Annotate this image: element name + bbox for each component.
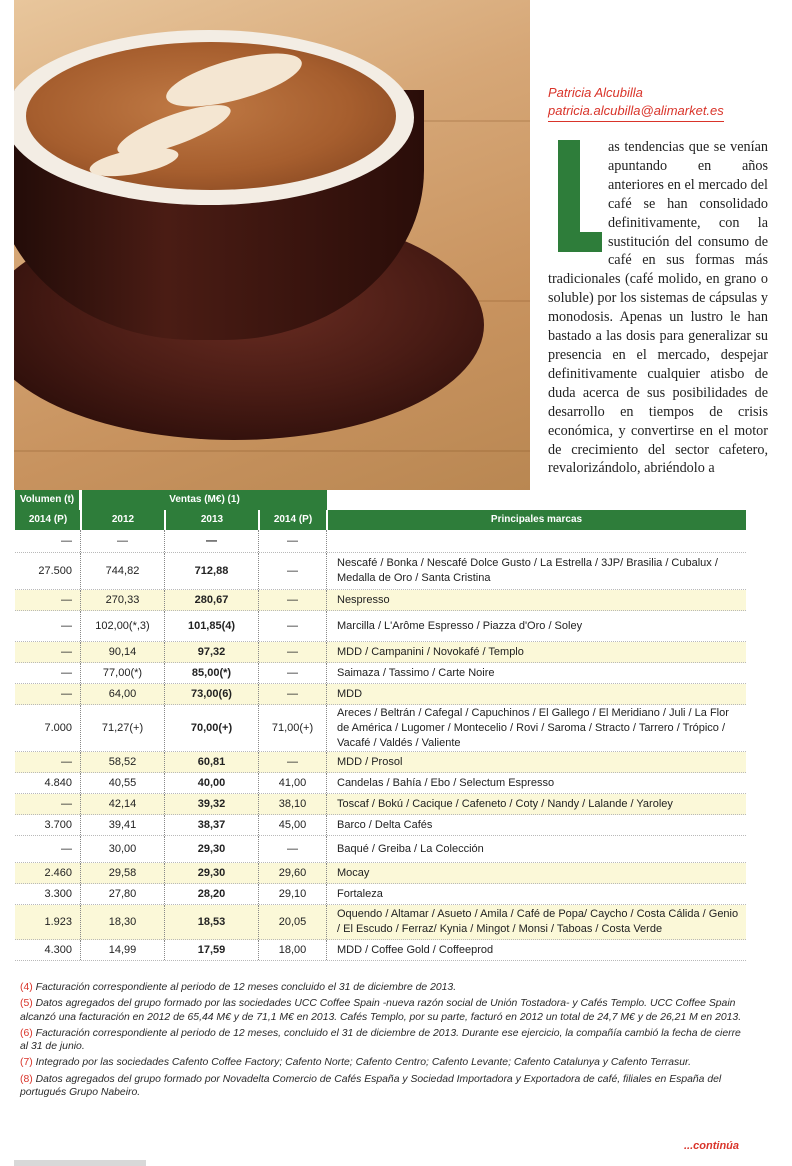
intro-text <box>548 138 768 478</box>
continua-label: ...continúa <box>684 1140 739 1152</box>
table-row <box>15 553 746 590</box>
cell-marcas: MDD / Prosol <box>337 755 403 768</box>
table-row <box>15 836 746 863</box>
cell-volumen: — <box>15 684 81 704</box>
cell-marcas: Baqué / Greiba / La Colección <box>337 842 484 855</box>
footnote: (6) Facturación correspondiente al periodo de 12 meses, concluido el 31 de diciembre de 2013. Durante ese ejercicio, la compañía cambió la fecha de cierre al 31 de junio. <box>20 1027 741 1053</box>
cell-volumen: 27.500 <box>15 553 81 589</box>
cell-2013: — <box>165 530 259 552</box>
cell-2013: 85,00(*) <box>165 663 259 683</box>
intro-body: as tendencias que se venían apuntando en años anteriores en el mercado del café se han consolidado definitivamente, con la sustitución del consumo de café en sus formas más tradicionales (café molido, en grano o soluble) por los sistemas de cápsulas y monodosis. Apenas un lustro le han bastado a las dosis para generalizar su presencia en el mercado, despejar definitivamente cualquier atisbo de duda acerca de sus posibilidades de desarrollo en tiempos de crisis económica, y convertirse en el motor de crecimiento del sector cafetero, revalorizándolo, abriéndolo a <box>548 139 768 477</box>
col-vol-2014: 2014 (P) <box>28 514 68 525</box>
cell-2013: 70,00(+) <box>165 705 259 751</box>
table-body <box>15 530 746 961</box>
cell-2014: 29,60 <box>259 863 327 883</box>
cell-2012: 71,27(+) <box>81 705 165 751</box>
cell-volumen: 3.700 <box>15 815 81 835</box>
cell-2013: 29,30 <box>165 863 259 883</box>
cell-2014: — <box>259 530 327 552</box>
table-header-top <box>15 490 746 510</box>
cell-2012: 29,58 <box>81 863 165 883</box>
footnote: (5) Datos agregados del grupo formado por las sociedades UCC Coffee Spain -nueva razón social de Unión Tostadora- y Cafés Templo. UCC Coffee Spain alcanzó una facturación en 2012 de 65,44 M€ y de 71,1 M€ en 2013. Cafés Templo, por su parte, facturó en 2012 un total de 24,7 M€ y de 26,21 M en 2013. <box>20 998 742 1023</box>
footnote: (7) Integrado por las sociedades Cafento Coffee Factory; Cafento Norte; Cafento Centro; Cafento Levante; Cafento Catalunya y Cafento Terrasur. <box>20 1057 691 1069</box>
table-row <box>15 752 746 773</box>
cell-2014: 29,10 <box>259 884 327 904</box>
cell-marcas: MDD / Coffee Gold / Coffeeprod <box>337 943 494 956</box>
cell-marcas: Fortaleza <box>337 887 383 900</box>
cell-2013: 101,85(4) <box>165 611 259 641</box>
header-ventas: Ventas (M€) (1) <box>82 490 327 510</box>
col-2012: 2012 <box>111 514 135 525</box>
table-row <box>15 611 746 642</box>
cell-2014: — <box>259 752 327 772</box>
cell-2012: 270,33 <box>81 590 165 610</box>
table-row <box>15 905 746 940</box>
table-row <box>15 705 746 752</box>
cell-volumen: — <box>15 836 81 862</box>
table-row <box>15 940 746 961</box>
cell-2012: 27,80 <box>81 884 165 904</box>
cell-volumen: — <box>15 794 81 814</box>
cell-marcas: Toscaf / Bokú / Cacique / Cafeneto / Coty / Nandy / Lalande / Yaroley <box>337 797 673 810</box>
cell-marcas: Candelas / Bahía / Ebo / Selectum Espresso <box>337 776 555 789</box>
cell-2012: 744,82 <box>81 553 165 589</box>
cell-2014: 38,10 <box>259 794 327 814</box>
cell-2014: — <box>259 663 327 683</box>
cell-2013: 39,32 <box>165 794 259 814</box>
cell-2014: — <box>259 553 327 589</box>
cell-2014: 71,00(+) <box>259 705 327 751</box>
cell-2014: — <box>259 836 327 862</box>
header-volumen: Volumen (t) <box>15 490 79 510</box>
cell-marcas: Marcilla / L'Arôme Espresso / Piazza d'Oro / Soley <box>337 619 583 632</box>
cell-2012: 18,30 <box>81 905 165 939</box>
cell-2013: 28,20 <box>165 884 259 904</box>
cell-2012: 40,55 <box>81 773 165 793</box>
table-header-columns <box>15 510 746 530</box>
cell-volumen: — <box>15 590 81 610</box>
cell-2014: — <box>259 642 327 662</box>
col-marcas: Principales marcas <box>490 514 583 525</box>
cell-marcas: Saimaza / Tassimo / Carte Noire <box>337 666 495 679</box>
cell-2013: 40,00 <box>165 773 259 793</box>
footnotes <box>20 981 748 1102</box>
cell-2014: — <box>259 684 327 704</box>
cell-marcas <box>327 530 746 552</box>
cell-marcas: MDD <box>337 687 363 700</box>
cell-marcas: Barco / Delta Cafés <box>337 818 433 831</box>
cell-2012: 102,00(*,3) <box>81 611 165 641</box>
table-row <box>15 884 746 905</box>
cell-2013: 38,37 <box>165 815 259 835</box>
cell-2012: 42,14 <box>81 794 165 814</box>
author-block <box>548 84 724 122</box>
cell-marcas: MDD / Campanini / Novokafé / Templo <box>337 645 524 658</box>
table-row <box>15 684 746 705</box>
cell-2012: 14,99 <box>81 940 165 960</box>
cell-2013: 73,00(6) <box>165 684 259 704</box>
cell-2012: 77,00(*) <box>81 663 165 683</box>
cell-2014: 18,00 <box>259 940 327 960</box>
cell-2012: 90,14 <box>81 642 165 662</box>
cell-volumen: 4.840 <box>15 773 81 793</box>
cell-marcas: Mocay <box>337 866 370 879</box>
footnote: (4) Facturación correspondiente al periodo de 12 meses concluido el 31 de diciembre de 2013. <box>20 982 457 993</box>
cell-marcas: Areces / Beltrán / Cafegal / Capuchinos / El Gallego / El Meridiano / Juli / La Flor de América / Lugomer / Montecelio / Rovi / Saroma / Stracto / Tarrero / Trópico / Vacafé / Valdés / Valiente <box>337 706 729 749</box>
table-row <box>15 815 746 836</box>
cell-volumen: — <box>15 530 81 552</box>
cell-2012: 58,52 <box>81 752 165 772</box>
col-2013: 2013 <box>200 514 224 525</box>
cell-marcas: Oquendo / Altamar / Asueto / Amila / Café de Popa/ Caycho / Costa Cálida / Genio / El Escudo / Ferraz/ Kynia / Mingot / Monsi / Taboas / Costa Verde <box>337 908 739 935</box>
cell-2013: 60,81 <box>165 752 259 772</box>
cell-2013: 97,32 <box>165 642 259 662</box>
table-row <box>15 863 746 884</box>
cell-volumen: — <box>15 752 81 772</box>
cell-2012: 64,00 <box>81 684 165 704</box>
table-row <box>15 530 746 553</box>
footnote: (8) Datos agregados del grupo formado por Novadelta Comercio de Cafés España y Sociedad Importadora y Exportadora de café, filiales en España del portugués Grupo Nabeiro. <box>20 1073 722 1099</box>
cell-marcas: Nescafé / Bonka / Nescafé Dolce Gusto / La Estrella / 3JP/ Brasilia / Cubalux / Medalla de Oro / Santa Cristina <box>337 557 718 584</box>
cell-volumen: — <box>15 611 81 641</box>
table-row <box>15 642 746 663</box>
cell-marcas: Nespresso <box>337 593 390 606</box>
cell-volumen: 2.460 <box>15 863 81 883</box>
cell-volumen: 3.300 <box>15 884 81 904</box>
cell-2013: 18,53 <box>165 905 259 939</box>
cell-2014: — <box>259 590 327 610</box>
coffee-cup-photo <box>14 0 530 490</box>
col-2014: 2014 (P) <box>273 514 313 525</box>
author-email[interactable]: patricia.alcubilla@alimarket.es <box>548 102 724 122</box>
cell-2014: 41,00 <box>259 773 327 793</box>
cell-volumen: — <box>15 642 81 662</box>
author-name: Patricia Alcubilla <box>548 85 643 100</box>
cell-2012: 39,41 <box>81 815 165 835</box>
cell-2014: 20,05 <box>259 905 327 939</box>
cell-2014: — <box>259 611 327 641</box>
cell-2014: 45,00 <box>259 815 327 835</box>
cell-2013: 712,88 <box>165 553 259 589</box>
drop-cap-L <box>552 140 602 252</box>
bottom-bar <box>14 1160 146 1166</box>
cell-2013: 29,30 <box>165 836 259 862</box>
table-row <box>15 663 746 684</box>
cell-2012: — <box>81 530 165 552</box>
cell-2012: 30,00 <box>81 836 165 862</box>
cell-volumen: 4.300 <box>15 940 81 960</box>
sales-table <box>15 490 746 961</box>
cell-2013: 280,67 <box>165 590 259 610</box>
cell-volumen: — <box>15 663 81 683</box>
cell-volumen: 7.000 <box>15 705 81 751</box>
cell-volumen: 1.923 <box>15 905 81 939</box>
table-row <box>15 794 746 815</box>
cell-2013: 17,59 <box>165 940 259 960</box>
table-row <box>15 773 746 794</box>
table-row <box>15 590 746 611</box>
